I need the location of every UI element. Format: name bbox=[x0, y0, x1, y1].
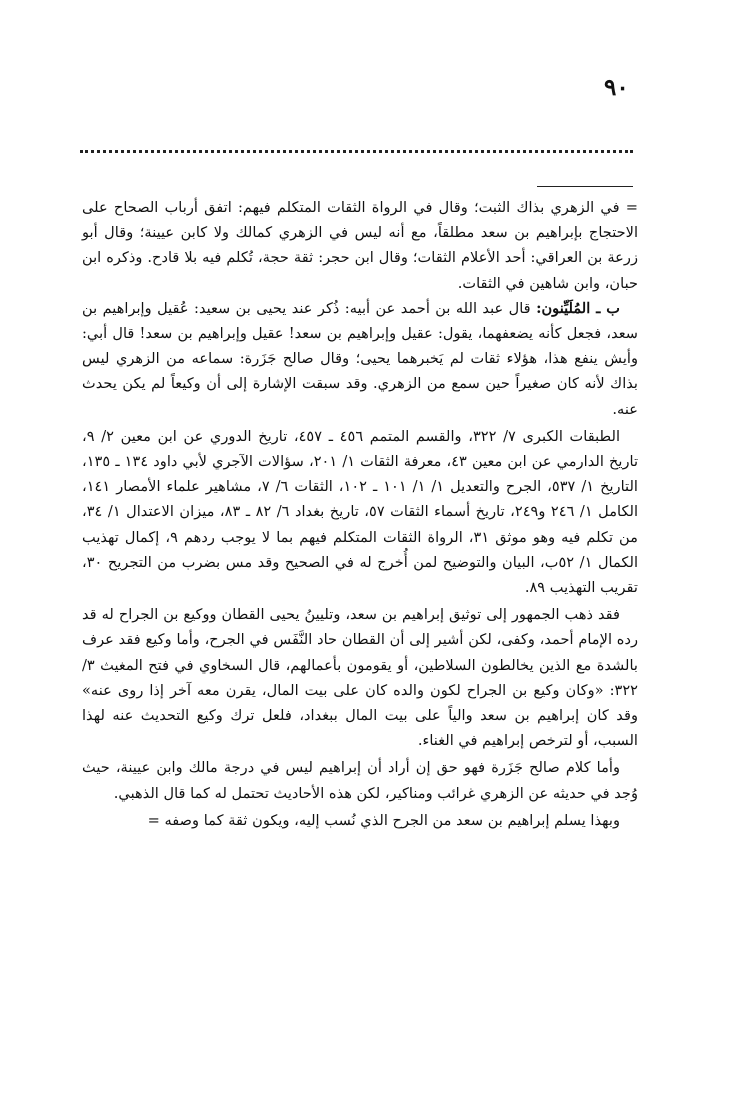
page-number: ٩٠ bbox=[604, 74, 629, 101]
body-text bbox=[82, 195, 638, 833]
dotted-separator bbox=[80, 150, 633, 153]
paragraph-conclusion: فقد ذهب الجمهور إلى توثيق إبراهيم بن سعد، وتليينُ يحيى القطان ووكيع بن الجراح له قد رده الإمام أحمد، وكفى، لكن أشير إلى أن القطان حاد النَّفَس في الجرح، وأما وكيع فقد عرف بالشدة مع الذين يخالطون السلاطين، أو يقومون بأعمالهم، قال السخاوي في فتح المغيث ٣/ ٣٢٢: «وكان وكيع بن الجراح لكون والده كان على بيت المال، يقرن معه آخر إذا روى عنه» وقد كان إبراهيم بن سعد والياً على بيت المال ببغداد، فلعل ترك وكيع التحديث عنه لهذا السبب، أو لترخص إبراهيم في الغناء. bbox=[82, 606, 638, 750]
footnote-separator bbox=[537, 186, 633, 187]
section-b-label: ب ـ المُلَيِّنون: bbox=[536, 299, 620, 317]
paragraph-salih: وأما كلام صالح جَزَرة فهو حق إن أراد أن إبراهيم ليس في درجة مالك وابن عيينة، حيث وُجد في حديثه عن الزهري غرائب ومناكير، لكن هذه الأحاديث تحتمل له كما قال الذهبي. bbox=[82, 759, 638, 802]
paragraph-mulayyinun bbox=[82, 296, 638, 422]
paragraph-mulayyinun-text: قال عبد الله بن أحمد عن أبيه: ذُكر عند يحيى بن سعيد: عُقيل وإبراهيم بن سعد، فجعل كأنه يضعفهما، يقول: عقيل وإبراهيم بن سعد! عقيل وإبراهيم بن سعد! قال أبي: وأيش ينفع هذا، هؤلاء ثقات لم يَخبرهما يحيى؛ وقال صالح جَزَرة: سماعه من الزهري ليس بذاك لأنه كان صغيراً حين سمع من الزهري. وقد سبقت الإشارة إلى أن وكيعاً لم يكن يحدث عنه. bbox=[82, 299, 638, 418]
paragraph-references: الطبقات الكبرى ٧/ ٣٢٢، والقسم المتمم ٤٥٦ ـ ٤٥٧، تاريخ الدوري عن ابن معين ٢/ ٩، تاريخ الدارمي عن ابن معين ٤٣، معرفة الثقات ١/ ٢٠١، سؤالات الآجري لأبي داود ١٣٤ ـ ١٣٥، التاريخ ١/ ٥٣٧، الجرح والتعديل ١/ ١/ ١٠١ ـ ١٠٢، الثقات ٦/ ٧، مشاهير علماء الأمصار ١٤١، الكامل ١/ ٢٤٦ و٢٤٩، تاريخ أسماء الثقات ٥٧، تاريخ بغداد ٦/ ٨٢ ـ ٨٣، ميزان الاعتدال ١/ ٣٤، من تكلم فيه وهو موثق ٣١، الرواة الثقات المتكلم فيهم بما لا يوجب ردهم ٩، إكمال تهذيب الكمال ١/ ٥٢ب، البيان والتوضيح لمن أُخرج له في الصحيح وقد مس بضرب من التجريح ٣٠، تقريب التهذيب ٨٩. bbox=[82, 427, 639, 597]
paragraph-continuation: = في الزهري بذاك الثبت؛ وقال في الرواة الثقات المتكلم فيهم: اتفق أرباب الصحاح على الاحتجاج بإبراهيم بن سعد مطلقاً، مع أنه ليس في الزهري كمالك ولا كابن عيينة؛ وقال أبو زرعة بن العراقي: أحد الأعلام الثقات؛ وقال ابن حجر: ثقة حجة، تُكلم فيه بلا قادح. وذكره ابن حبان، وابن شاهين في الثقات. bbox=[82, 199, 638, 292]
paragraph-final: وبهذا يسلم إبراهيم بن سعد من الجرح الذي نُسب إليه، ويكون ثقة كما وصفه = bbox=[147, 811, 620, 829]
